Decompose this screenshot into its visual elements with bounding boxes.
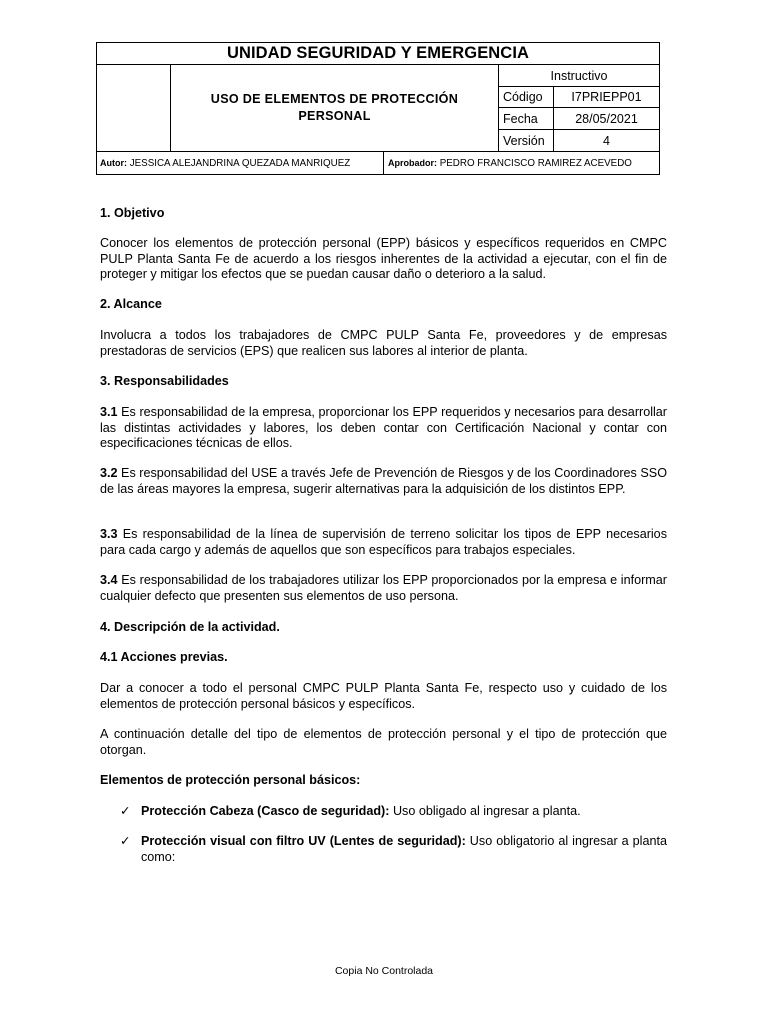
aprobador-value: PEDRO FRANCISCO RAMIREZ ACEVEDO bbox=[439, 157, 632, 169]
epp-item-lentes-label: Protección visual con filtro UV (Lentes de seguridad): bbox=[141, 834, 466, 848]
section-acciones-previas-heading: 4.1 Acciones previas. bbox=[100, 650, 228, 664]
responsabilidad-3-1-text: Es responsabilidad de la empresa, proporcionar los EPP requeridos y necesarios para desarrollar las distintas actividades y labores, los deben contar con Certificación Nacional y contar con especificaciones técnicas de ellos. bbox=[100, 405, 667, 450]
epp-item-lentes-text: Uso obligatorio al ingresar a planta como: bbox=[141, 834, 667, 864]
autor-label: Autor: bbox=[100, 158, 127, 168]
unit-title: UNIDAD SEGURIDAD Y EMERGENCIA bbox=[226, 43, 530, 62]
document-type: Instructivo bbox=[550, 68, 608, 83]
responsabilidad-3-3-text: Es responsabilidad de la línea de supervisión de terreno solicitar los tipos de EPP necesarios para cada cargo y además de aquellos que son específicos para trabajos especiales. bbox=[100, 527, 667, 557]
section-alcance-text: Involucra a todos los trabajadores de CMPC PULP Santa Fe, proveedores y de empresas prestadoras de servicios (EPS) que realicen sus labores al interior de planta. bbox=[100, 328, 667, 358]
acciones-previas-text-2: A continuación detalle del tipo de elementos de protección personal y el tipo de protección que otorgan. bbox=[100, 727, 667, 757]
responsabilidad-3-2-text: Es responsabilidad del USE a través Jefe de Prevención de Riesgos y de los Coordinadores SSO de las áreas mayores la empresa, sugerir alternativas para la adquisición de los distintos EPP. bbox=[100, 466, 667, 496]
autor-value: JESSICA ALEJANDRINA QUEZADA MANRIQUEZ bbox=[129, 157, 351, 169]
checkmark-icon: ✓ bbox=[120, 834, 131, 848]
document-title-line-2: PERSONAL bbox=[298, 109, 371, 123]
checkmark-icon: ✓ bbox=[120, 804, 131, 818]
responsabilidad-3-4 bbox=[100, 573, 667, 604]
section-alcance-heading: 2. Alcance bbox=[100, 297, 162, 311]
autor-field bbox=[100, 152, 383, 174]
version-value: 4 bbox=[603, 133, 610, 148]
section-descripcion-heading: 4. Descripción de la actividad. bbox=[100, 620, 280, 634]
section-objetivo-text: Conocer los elementos de protección personal (EPP) básicos y específicos requeridos en CMPC PULP Planta Santa Fe de acuerdo a los riesgos inherentes de la actividad a ejecutar, con el fin de proteger y mitigar los efectos que se puedan causar daño o deterioro a la salud. bbox=[100, 236, 667, 281]
footer-copy-notice: Copia No Controlada bbox=[334, 965, 434, 977]
responsabilidad-3-4-text: Es responsabilidad de los trabajadores utilizar los EPP proporcionados por la empresa e informar cualquier defecto que presenten sus elementos de uso persona. bbox=[100, 573, 667, 603]
fecha-label: Fecha bbox=[503, 111, 538, 126]
responsabilidad-3-1-number: 3.1 bbox=[100, 405, 118, 419]
document-title bbox=[171, 65, 498, 151]
epp-basicos-heading: Elementos de protección personal básicos: bbox=[100, 773, 361, 787]
responsabilidad-3-2-number: 3.2 bbox=[100, 466, 118, 480]
epp-item-casco bbox=[141, 804, 667, 820]
aprobador-field bbox=[388, 152, 659, 174]
version-label: Versión bbox=[503, 133, 545, 148]
responsabilidad-3-3-number: 3.3 bbox=[100, 527, 118, 541]
section-responsabilidades-heading: 3. Responsabilidades bbox=[100, 374, 229, 388]
responsabilidad-3-4-number: 3.4 bbox=[100, 573, 118, 587]
codigo-value: I7PRIEPP01 bbox=[571, 90, 642, 104]
codigo-label: Código bbox=[503, 90, 543, 104]
section-objetivo-heading: 1. Objetivo bbox=[100, 206, 165, 220]
aprobador-label: Aprobador: bbox=[388, 158, 437, 168]
document-title-line-1: USO DE ELEMENTOS DE PROTECCIÓN bbox=[210, 92, 459, 106]
responsabilidad-3-3 bbox=[100, 527, 667, 558]
responsabilidad-3-1 bbox=[100, 405, 667, 452]
acciones-previas-text-1: Dar a conocer a todo el personal CMPC PULP Planta Santa Fe, respecto uso y cuidado de los elementos de protección personal básicos y específicos. bbox=[100, 681, 667, 711]
epp-item-lentes bbox=[141, 834, 667, 865]
fecha-value: 28/05/2021 bbox=[575, 111, 638, 126]
epp-item-casco-text: Uso obligado al ingresar a planta. bbox=[389, 804, 581, 818]
epp-item-casco-label: Protección Cabeza (Casco de seguridad): bbox=[141, 804, 390, 818]
document-header-table bbox=[96, 42, 660, 175]
responsabilidad-3-2 bbox=[100, 466, 667, 497]
